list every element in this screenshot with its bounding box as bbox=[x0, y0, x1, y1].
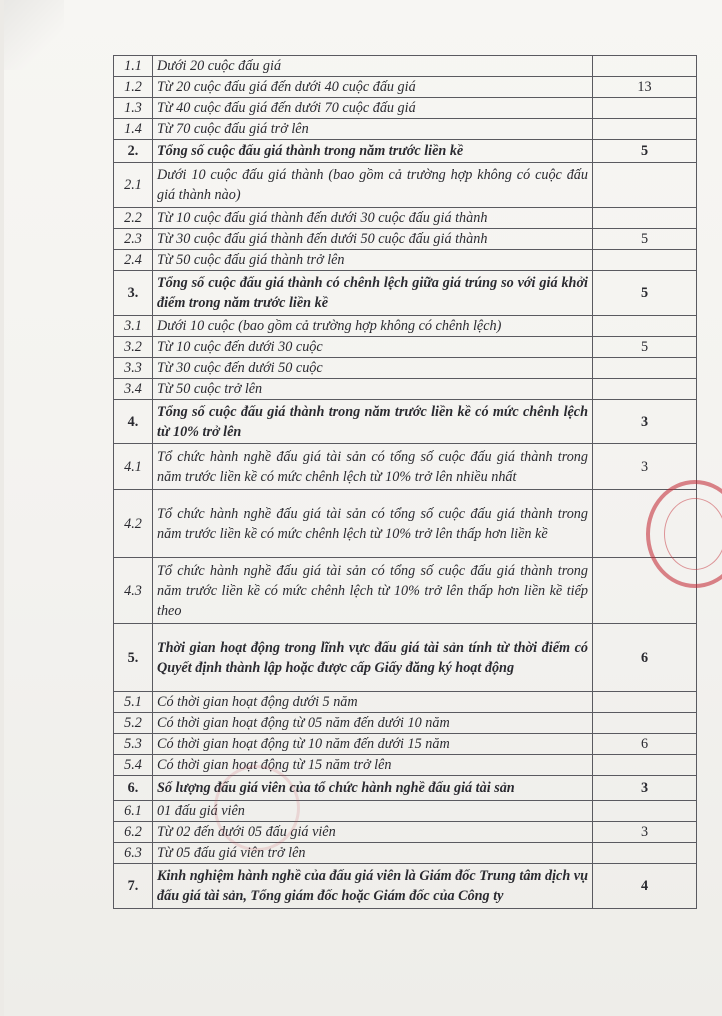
criteria-number: 7. bbox=[114, 864, 153, 909]
criteria-item-row bbox=[114, 692, 697, 713]
criteria-item-row bbox=[114, 316, 697, 337]
criteria-item-row bbox=[114, 444, 697, 490]
criteria-section-row bbox=[114, 776, 697, 801]
criteria-score bbox=[593, 119, 697, 140]
criteria-number: 3.2 bbox=[114, 337, 153, 358]
criteria-description: Dưới 10 cuộc đấu giá thành (bao gồm cả trường hợp không có cuộc đấu giá thành nào) bbox=[153, 163, 593, 208]
criteria-score: 4 bbox=[593, 864, 697, 909]
criteria-section-row bbox=[114, 864, 697, 909]
criteria-description: Tổ chức hành nghề đấu giá tài sản có tổng số cuộc đấu giá thành trong năm trước liền kề có mức chênh lệch từ 10% trở lên thấp hơn liền kề bbox=[153, 490, 593, 558]
criteria-score bbox=[593, 755, 697, 776]
criteria-description: Dưới 20 cuộc đấu giá bbox=[153, 56, 593, 77]
criteria-description: Dưới 10 cuộc (bao gồm cả trường hợp không có chênh lệch) bbox=[153, 316, 593, 337]
criteria-number: 4. bbox=[114, 400, 153, 444]
criteria-item-row bbox=[114, 379, 697, 400]
criteria-description: Tổng số cuộc đấu giá thành có chênh lệch giữa giá trúng so với giá khởi điểm trong năm trước liền kề bbox=[153, 271, 593, 316]
criteria-number: 6.1 bbox=[114, 801, 153, 822]
red-seal-inner-ring bbox=[664, 498, 722, 570]
criteria-description: Số lượng đấu giá viên của tổ chức hành nghề đấu giá tài sản bbox=[153, 776, 593, 801]
criteria-number: 5.3 bbox=[114, 734, 153, 755]
criteria-number: 6. bbox=[114, 776, 153, 801]
criteria-description: Từ 02 đến dưới 05 đấu giá viên bbox=[153, 822, 593, 843]
criteria-number: 4.1 bbox=[114, 444, 153, 490]
criteria-score bbox=[593, 56, 697, 77]
criteria-item-row bbox=[114, 490, 697, 558]
page-corner-shadow bbox=[4, 0, 64, 70]
criteria-number: 4.3 bbox=[114, 558, 153, 624]
criteria-description: Từ 20 cuộc đấu giá đến dưới 40 cuộc đấu giá bbox=[153, 77, 593, 98]
criteria-item-row bbox=[114, 801, 697, 822]
criteria-score bbox=[593, 692, 697, 713]
criteria-description: 01 đấu giá viên bbox=[153, 801, 593, 822]
criteria-score: 3 bbox=[593, 776, 697, 801]
criteria-number: 5.4 bbox=[114, 755, 153, 776]
criteria-description: Từ 70 cuộc đấu giá trở lên bbox=[153, 119, 593, 140]
criteria-score bbox=[593, 316, 697, 337]
criteria-score: 5 bbox=[593, 271, 697, 316]
criteria-item-row bbox=[114, 229, 697, 250]
criteria-item-row bbox=[114, 77, 697, 98]
criteria-item-row bbox=[114, 358, 697, 379]
criteria-table-body bbox=[114, 56, 697, 909]
criteria-score bbox=[593, 843, 697, 864]
criteria-item-row bbox=[114, 713, 697, 734]
criteria-section-row bbox=[114, 140, 697, 163]
criteria-description: Từ 50 cuộc đấu giá thành trở lên bbox=[153, 250, 593, 271]
criteria-number: 2.4 bbox=[114, 250, 153, 271]
criteria-description: Từ 10 cuộc đấu giá thành đến dưới 30 cuộc đấu giá thành bbox=[153, 208, 593, 229]
criteria-description: Tổng số cuộc đấu giá thành trong năm trước liền kề có mức chênh lệch từ 10% trở lên bbox=[153, 400, 593, 444]
criteria-item-row bbox=[114, 337, 697, 358]
criteria-item-row bbox=[114, 163, 697, 208]
criteria-number: 1.1 bbox=[114, 56, 153, 77]
criteria-item-row bbox=[114, 822, 697, 843]
faint-stamp-imprint bbox=[214, 765, 300, 851]
criteria-item-row bbox=[114, 734, 697, 755]
criteria-section-row bbox=[114, 271, 697, 316]
criteria-description: Từ 10 cuộc đến dưới 30 cuộc bbox=[153, 337, 593, 358]
criteria-item-row bbox=[114, 843, 697, 864]
criteria-score bbox=[593, 713, 697, 734]
criteria-number: 5.2 bbox=[114, 713, 153, 734]
document-page bbox=[4, 0, 722, 1016]
criteria-score bbox=[593, 801, 697, 822]
criteria-number: 1.4 bbox=[114, 119, 153, 140]
criteria-number: 4.2 bbox=[114, 490, 153, 558]
criteria-item-row bbox=[114, 56, 697, 77]
criteria-score bbox=[593, 250, 697, 271]
criteria-description: Có thời gian hoạt động dưới 5 năm bbox=[153, 692, 593, 713]
criteria-number: 2. bbox=[114, 140, 153, 163]
criteria-number: 5.1 bbox=[114, 692, 153, 713]
criteria-score: 13 bbox=[593, 77, 697, 98]
criteria-number: 3.4 bbox=[114, 379, 153, 400]
criteria-score: 3 bbox=[593, 400, 697, 444]
criteria-score bbox=[593, 358, 697, 379]
criteria-number: 5. bbox=[114, 624, 153, 692]
criteria-number: 6.3 bbox=[114, 843, 153, 864]
criteria-score: 5 bbox=[593, 337, 697, 358]
criteria-description: Từ 05 đấu giá viên trở lên bbox=[153, 843, 593, 864]
criteria-number: 2.1 bbox=[114, 163, 153, 208]
criteria-item-row bbox=[114, 558, 697, 624]
criteria-number: 1.3 bbox=[114, 98, 153, 119]
criteria-score: 3 bbox=[593, 822, 697, 843]
criteria-item-row bbox=[114, 208, 697, 229]
criteria-score: 3 bbox=[593, 444, 697, 490]
criteria-description: Tổng số cuộc đấu giá thành trong năm trước liền kề bbox=[153, 140, 593, 163]
criteria-description: Từ 30 cuộc đấu giá thành đến dưới 50 cuộc đấu giá thành bbox=[153, 229, 593, 250]
criteria-number: 6.2 bbox=[114, 822, 153, 843]
criteria-item-row bbox=[114, 755, 697, 776]
criteria-score bbox=[593, 379, 697, 400]
criteria-description: Tổ chức hành nghề đấu giá tài sản có tổng số cuộc đấu giá thành trong năm trước liền kề có mức chênh lệch từ 10% trở lên thấp hơn liền kề tiếp theo bbox=[153, 558, 593, 624]
criteria-score: 6 bbox=[593, 624, 697, 692]
criteria-description: Từ 50 cuộc trở lên bbox=[153, 379, 593, 400]
criteria-number: 3. bbox=[114, 271, 153, 316]
criteria-item-row bbox=[114, 98, 697, 119]
criteria-score: 5 bbox=[593, 140, 697, 163]
criteria-description: Có thời gian hoạt động từ 10 năm đến dưới 15 năm bbox=[153, 734, 593, 755]
criteria-description: Từ 40 cuộc đấu giá đến dưới 70 cuộc đấu giá bbox=[153, 98, 593, 119]
criteria-description: Có thời gian hoạt động từ 15 năm trở lên bbox=[153, 755, 593, 776]
criteria-number: 3.3 bbox=[114, 358, 153, 379]
criteria-description: Có thời gian hoạt động từ 05 năm đến dưới 10 năm bbox=[153, 713, 593, 734]
criteria-score bbox=[593, 98, 697, 119]
criteria-number: 2.3 bbox=[114, 229, 153, 250]
criteria-score: 6 bbox=[593, 734, 697, 755]
criteria-description: Tổ chức hành nghề đấu giá tài sản có tổng số cuộc đấu giá thành trong năm trước liền kề có mức chênh lệch từ 10% trở lên nhiều nhất bbox=[153, 444, 593, 490]
criteria-score: 5 bbox=[593, 229, 697, 250]
criteria-number: 2.2 bbox=[114, 208, 153, 229]
criteria-item-row bbox=[114, 250, 697, 271]
criteria-number: 1.2 bbox=[114, 77, 153, 98]
criteria-number: 3.1 bbox=[114, 316, 153, 337]
criteria-description: Thời gian hoạt động trong lĩnh vực đấu giá tài sản tính từ thời điểm có Quyết định thành lập hoặc được cấp Giấy đăng ký hoạt động bbox=[153, 624, 593, 692]
criteria-score bbox=[593, 208, 697, 229]
criteria-description: Kinh nghiệm hành nghề của đấu giá viên là Giám đốc Trung tâm dịch vụ đấu giá tài sản, Tổng giám đốc hoặc Giám đốc của Công ty bbox=[153, 864, 593, 909]
criteria-item-row bbox=[114, 119, 697, 140]
criteria-score bbox=[593, 163, 697, 208]
criteria-section-row bbox=[114, 400, 697, 444]
criteria-section-row bbox=[114, 624, 697, 692]
criteria-description: Từ 30 cuộc đến dưới 50 cuộc bbox=[153, 358, 593, 379]
criteria-scoring-table bbox=[113, 55, 697, 909]
